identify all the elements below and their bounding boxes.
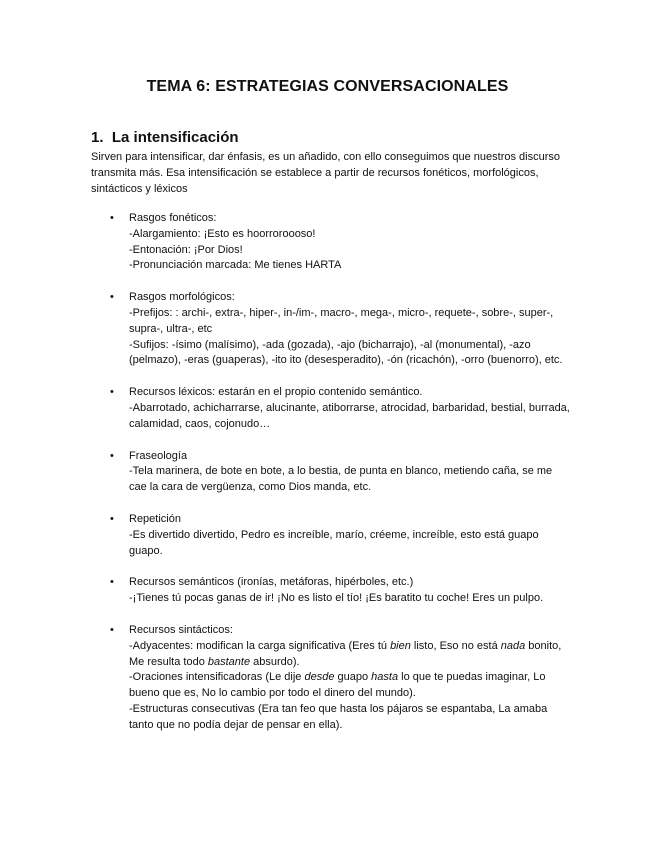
list-item bbox=[91, 385, 571, 432]
document-title: TEMA 6: ESTRATEGIAS CONVERSACIONALES bbox=[146, 78, 509, 95]
intro-paragraph: Sirven para intensificar, dar énfasis, es un añadido, con ello conseguimos que nuestros discurso transmita más. Esa intensificación se establece a partir de recursos fonéticos, morfológicos, sintácticos y léxicos bbox=[91, 151, 560, 195]
item-line: -Es divertido divertido, Pedro es increíble, marío, créeme, increíble, esto está guapo guapo. bbox=[129, 528, 539, 557]
item-line: -¡Tienes tú pocas ganas de ir! ¡No es listo el tío! ¡Es baratito tu coche! Eres un pulpo. bbox=[129, 592, 544, 605]
item-line-oraciones: -Oraciones intensificadoras (Le dije desde guapo hasta lo que te puedas imaginar, Lo bueno que es, No lo cambio por todo el dinero del mundo). bbox=[129, 671, 546, 700]
list-item bbox=[91, 512, 571, 559]
item-label: • Recursos semánticos (ironías, metáforas, hipérboles, etc.) bbox=[129, 576, 414, 589]
list-item bbox=[91, 449, 571, 496]
list-item bbox=[91, 575, 571, 607]
item-label: • Rasgos fonéticos: bbox=[129, 212, 217, 224]
item-label: • Repetición bbox=[129, 512, 181, 525]
item-line: -Abarrotado, achicharrarse, alucinante, atiborrarse, atrocidad, barbaridad, bestial, burrada, calamidad, caos, cojonudo… bbox=[129, 401, 570, 430]
section-number: 1. bbox=[91, 129, 104, 146]
section-heading bbox=[91, 129, 239, 146]
list-item bbox=[91, 290, 571, 369]
item-line-estructuras: -Estructuras consecutivas (Era tan feo que hasta los pájaros se espantaba, La amaba tanto que no podía dejar de pensar en ella). bbox=[129, 702, 548, 731]
item-line: -Alargamiento: ¡Esto es hoorroroooso! bbox=[129, 227, 316, 240]
bullet-list bbox=[91, 211, 571, 750]
list-item bbox=[91, 211, 571, 274]
item-line: -Prefijos: : archi-, extra-, hiper-, in-/im-, macro-, mega-, micro-, requete-, sobre-, super-, supra-, ultra-, etc bbox=[129, 306, 554, 335]
item-line: -Sufijos: -ísimo (malísimo), -ada (gozada), -ajo (bicharrajo), -al (monumental), -azo (pelmazo), -eras (guaperas), -ito ito (desesperadito), -ón (ricachón), -orro (buenorro), etc. bbox=[129, 338, 563, 367]
item-label: • Rasgos morfológicos: bbox=[129, 291, 235, 304]
list-item-syntactic bbox=[91, 623, 571, 734]
section-title: La intensificación bbox=[111, 129, 239, 146]
item-line: -Entonación: ¡Por Dios! bbox=[129, 243, 243, 256]
item-label: • Recursos sintácticos: bbox=[129, 623, 233, 636]
item-line-adyacentes: -Adyacentes: modifican la carga significativa (Eres tú bien listo, Eso no está nada bonito, Me resulta todo bastante absurdo). bbox=[129, 639, 562, 668]
item-label: • Fraseología bbox=[129, 449, 188, 462]
item-label: • Recursos léxicos: estarán en el propio contenido semántico. bbox=[129, 386, 423, 399]
item-line: -Tela marinera, de bote en bote, a lo bestia, de punta en blanco, metiendo caña, se me cae la cara de vergüenza, como Dios manda, etc. bbox=[129, 465, 553, 494]
item-line: -Pronunciación marcada: Me tienes HARTA bbox=[129, 259, 342, 272]
